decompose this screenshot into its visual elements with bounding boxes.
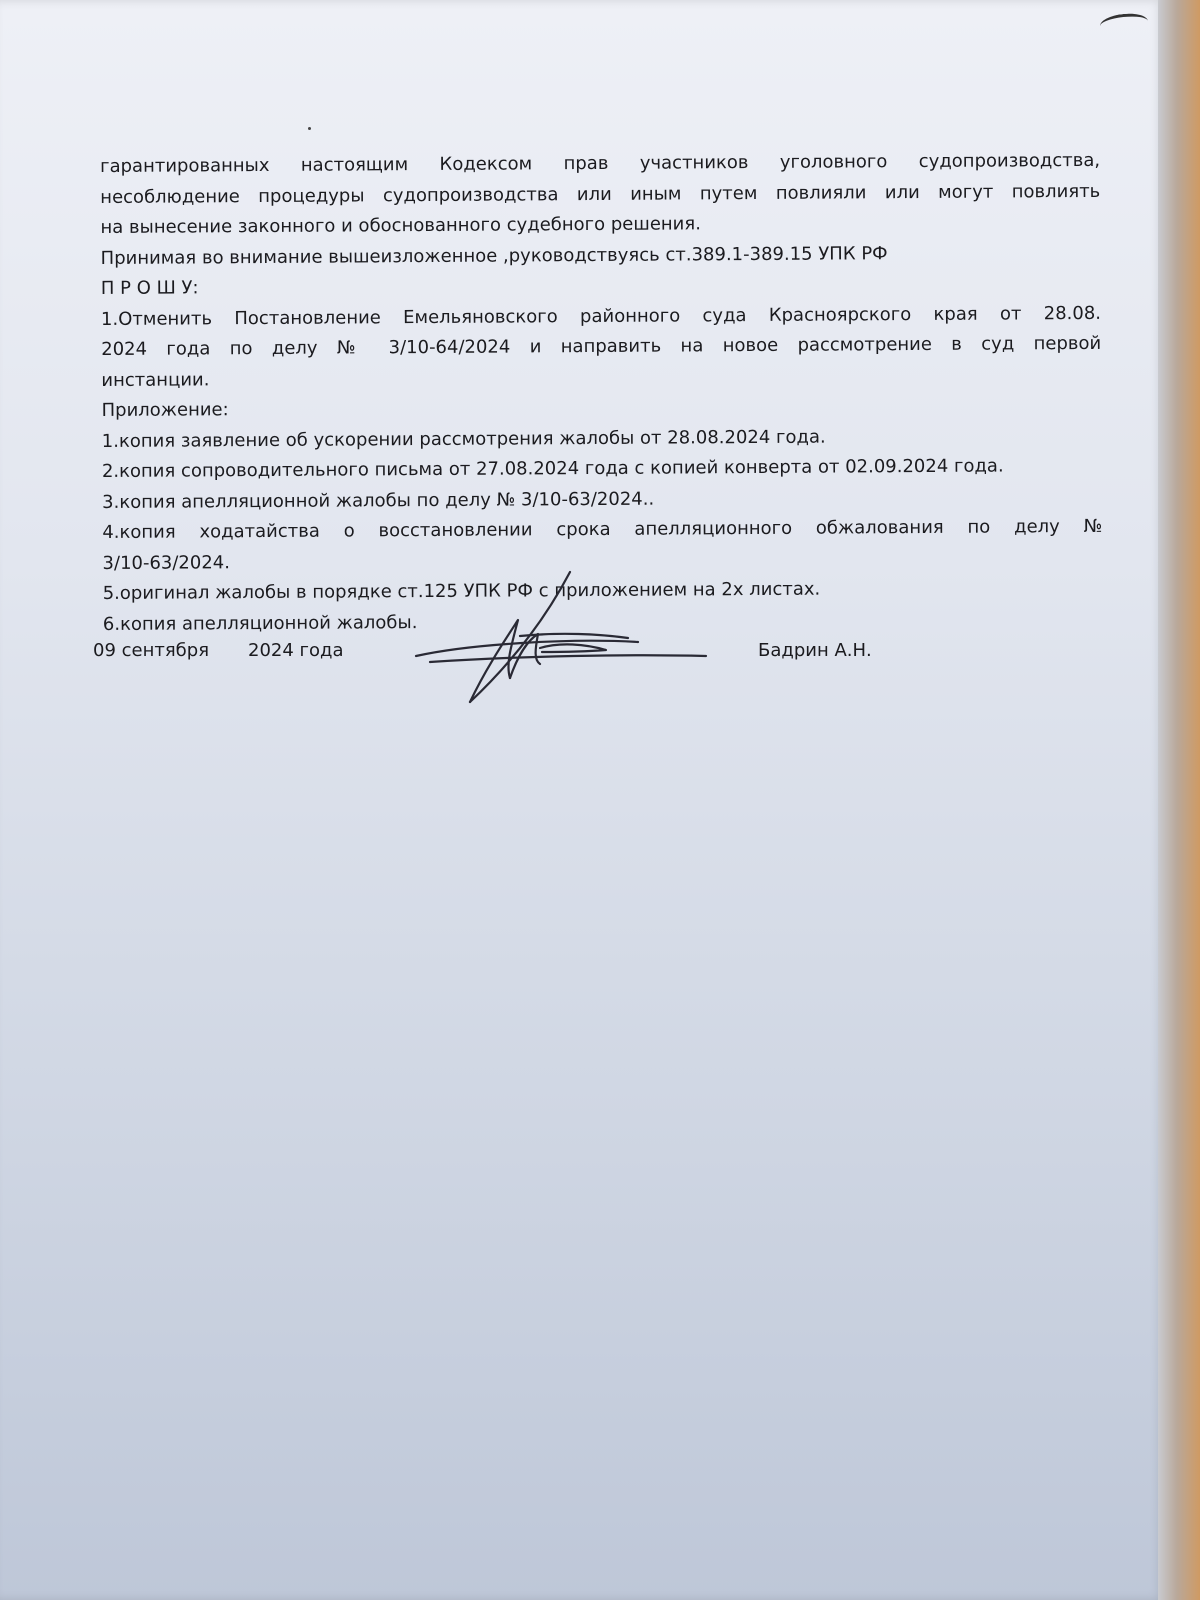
request-line: 1.Отменить Постановление Емельяновского районного суда Красноярского края от 28.08. — [100, 302, 1102, 330]
paper-speck — [308, 127, 311, 130]
attachment-item: 4.копия ходатайства о восстановлении срока апелляционного обжалования по делу № — [102, 515, 1103, 543]
attachment-item: 5.оригинал жалобы в порядке ст.125 УПК РФ с приложением на 2х листах. — [102, 578, 821, 604]
attachment-item: 2.копия сопроводительного письма от 27.08.2024 года с копией конверта от 02.09.2024 года. — [101, 455, 1004, 482]
attachment-item: 3/10-63/2024. — [102, 551, 230, 574]
attachment-item: 6.копия апелляционной жалобы. — [102, 611, 418, 635]
handwritten-signature — [410, 560, 730, 720]
signature-date-day: 09 сентября — [93, 640, 210, 661]
signature-date-year: 2024 года — [248, 640, 344, 661]
desk-edge — [1158, 0, 1200, 1600]
attachment-item: 1.копия заявление об ускорении рассмотрения жалобы от 28.08.2024 года. — [101, 426, 826, 452]
signatory-name: Бадрин А.Н. — [758, 640, 872, 661]
page-curl — [1099, 12, 1149, 36]
request-line: 2024 года по делу № 3/10-64/2024 и направить на новое рассмотрение в суд первой — [101, 332, 1102, 360]
request-heading: П Р О Ш У: — [100, 277, 199, 299]
request-line: инстанции. — [101, 368, 210, 391]
attachments-heading: Приложение: — [101, 399, 229, 421]
body-line: гарантированных настоящим Кодексом прав участников уголовного судопроизводства, — [100, 149, 1101, 177]
body-line: на вынесение законного и обоснованного судебного решения. — [100, 213, 701, 238]
body-line: несоблюдение процедуры судопроизводства или иным путем повлияли или могут повлиять — [100, 180, 1101, 208]
basis-line: Принимая во внимание вышеизложенное ,руководствуясь ст.389.1-389.15 УПК РФ — [100, 242, 888, 269]
attachment-item: 3.копия апелляционной жалобы по делу № 3/10-63/2024.. — [102, 488, 655, 513]
